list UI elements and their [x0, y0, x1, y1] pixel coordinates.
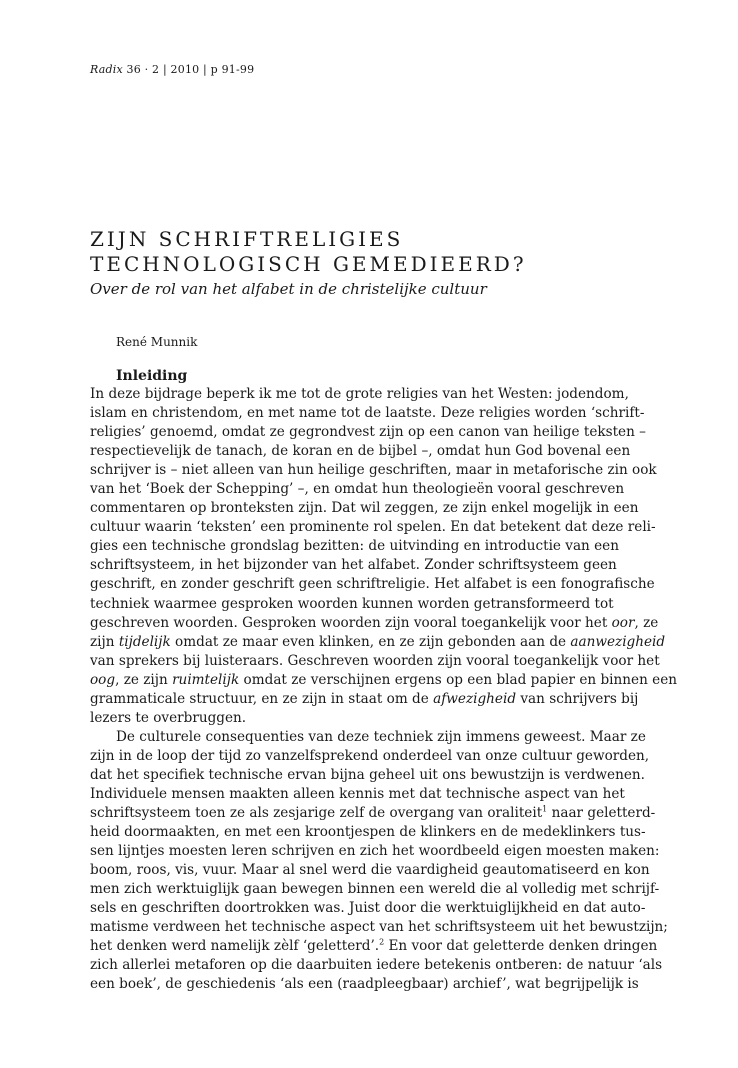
text-line: men zich werktuiglijk gaan bewegen binnen een wereld die al volledig met schrijf- [90, 881, 660, 898]
text-line: schriftsysteem, in het bijzonder van het alfabet. Zonder schriftsysteem geen [90, 557, 617, 574]
emphasis-afwezigheid: afwezigheid [433, 690, 517, 707]
text-run: omdat ze maar even klinken, en ze zijn gebonden aan de [170, 633, 571, 650]
text-run: En voor dat geletterde denken dringen [384, 938, 658, 955]
footnote-marker-1: 1 [542, 804, 548, 814]
text-line: een boek’, de geschiedenis ‘als een (raadpleegbaar) archief’, wat begrijpelijk is [90, 976, 639, 993]
text-run: omdat ze verschijnen ergens op een blad papier en binnen een [239, 671, 677, 688]
article-title [90, 227, 650, 277]
text-line [90, 937, 658, 956]
text-line [90, 690, 639, 709]
text-line: sels en geschriften doortrokken was. Juist door die werktuiglijkheid en dat auto- [90, 900, 646, 917]
emphasis-tijdelijk: tijdelijk [118, 633, 171, 650]
text-line: heid doormaakten, en met een kroontjespen de klinkers en de medeklinkers tus- [90, 824, 646, 841]
text-line: commentaren op bronteksten zijn. Dat wil zeggen, ze zijn enkel mogelijk in een [90, 500, 639, 517]
text-line: dat het specifiek technische ervan bijna geheel uit ons bewustzijn is verdwenen. [90, 766, 645, 783]
text-line [90, 633, 666, 652]
section-heading: Inleiding [116, 368, 188, 384]
article-subtitle: Over de rol van het alfabet in de christelijke cultuur [90, 280, 487, 298]
text-line: In deze bijdrage beperk ik me tot de grote religies van het Westen: jodendom, [90, 386, 629, 402]
emphasis-oor: oor [611, 614, 635, 631]
text-line: cultuur waarin ‘teksten’ een prominente rol spelen. En dat betekent dat deze reli- [90, 519, 656, 536]
emphasis-ruimtelijk: ruimtelijk [172, 671, 240, 688]
text-line: zijn in de loop der tijd zo vanzelfsprekend onderdeel van onze cultuur geworden, [90, 747, 650, 764]
text-run: van schrijvers bij [516, 690, 639, 707]
text-line: respectievelijk de tanach, de koran en de bijbel –, omdat hun God bovenal een [90, 443, 631, 460]
text-line: van het ‘Boek der Schepping’ –, en omdat hun theologieën vooral geschreven [90, 481, 625, 498]
article-title-block [90, 227, 650, 298]
text-line: sen lijntjes moesten leren schrijven en zich het woordbeeld eigen moesten maken: [90, 843, 660, 860]
text-line: Individuele mensen maakten alleen kennis met dat technische aspect van het [90, 785, 625, 802]
emphasis-oog: oog [90, 671, 116, 688]
emphasis-aanwezigheid: aanwezigheid [570, 633, 666, 650]
article-title-line-1: ZIJN SCHRIFTRELIGIES [90, 227, 404, 251]
text-run: schriftsysteem toen ze als zesjarige zelf de overgang van oraliteit [90, 805, 543, 822]
text-run: geschreven woorden. Gesproken woorden zijn vooral toegankelijk voor het [90, 614, 608, 631]
text-line: islam en christendom, en met name tot de laatste. Deze religies worden ‘schrift- [90, 405, 645, 422]
text-line: religies’ genoemd, omdat ze gegrondvest zijn op een canon van heilige teksten – [90, 424, 646, 441]
text-run: grammaticale structuur, en ze zijn in staat om de [90, 690, 429, 707]
footnote-marker-2: 2 [379, 937, 385, 947]
author-name: René Munnik [116, 335, 198, 349]
journal-name: Radix [90, 63, 123, 76]
journal-issue: 36 · 2 | 2010 | p 91-99 [122, 63, 255, 76]
text-line: zich allerlei metaforen op die daarbuiten iedere betekenis ontberen: de natuur ‘als [90, 957, 663, 974]
text-line [90, 614, 659, 633]
text-line: lezers te overbruggen. [90, 709, 247, 726]
text-line: gies een technische grondslag bezitten: de uitvinding en introductie van een [90, 538, 619, 555]
text-run: , ze zijn [115, 671, 173, 688]
text-line: boom, roos, vis, vuur. Maar al snel werd die vaardigheid geautomatiseerd en kon [90, 862, 650, 879]
article-title-line-2: TECHNOLOGISCH GEMEDIEERD? [90, 252, 527, 276]
text-line: schrijver is – niet alleen van hun heilige geschriften, maar in metaforische zin ook [90, 462, 657, 479]
text-run: zijn [90, 633, 115, 650]
text-line: geschrift, en zonder geschrift geen schriftreligie. Het alfabet is een fonografische [90, 576, 655, 593]
text-run: , ze [634, 614, 659, 631]
body-text [90, 385, 677, 995]
text-line: De culturele consequenties van deze techniek zijn immens geweest. Maar ze [116, 728, 646, 745]
text-run: het denken werd namelijk zèlf ‘geletterd’. [90, 938, 380, 955]
text-run: naar geletterd- [547, 805, 656, 822]
text-line [90, 671, 677, 690]
text-line: matisme verdween het technische aspect van het schriftsysteem uit het bewustzijn; [90, 919, 668, 936]
text-line: techniek waarmee gesproken woorden kunnen worden getransformeerd tot [90, 595, 614, 612]
running-header [90, 63, 254, 76]
text-line: van sprekers bij luisteraars. Geschreven woorden zijn vooral toegankelijk voor het [90, 652, 660, 669]
text-line [90, 804, 656, 823]
